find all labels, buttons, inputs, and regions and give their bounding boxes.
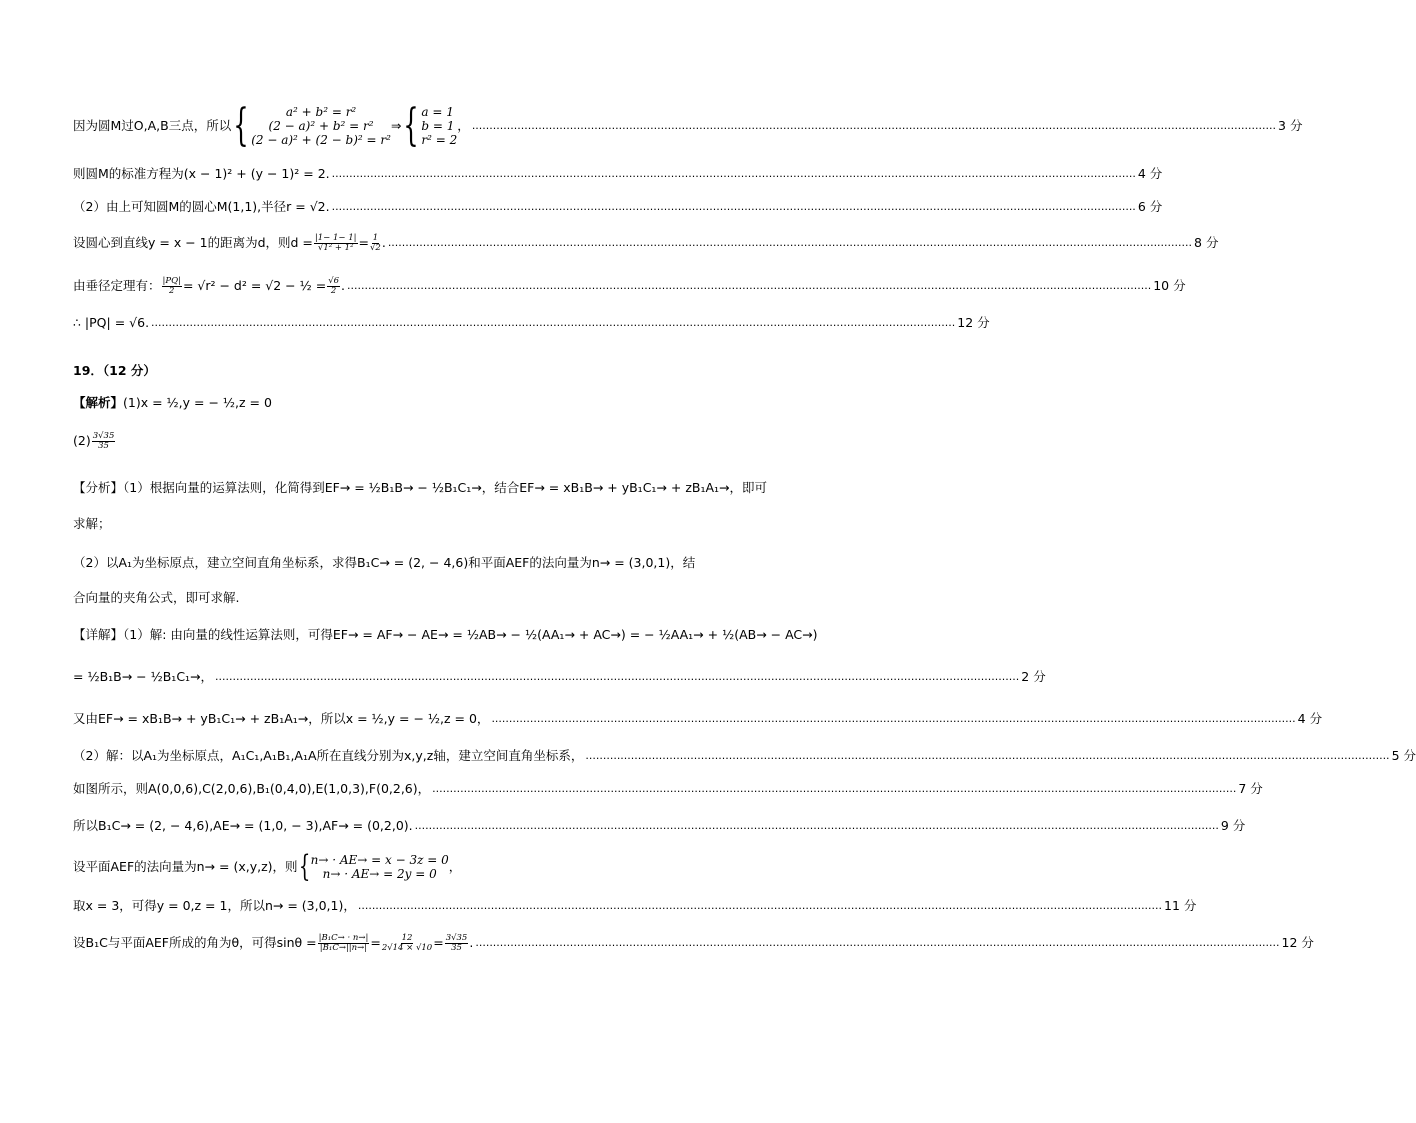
- leader-dots: ......................................................................................................................................................................................................................................: [432, 782, 1237, 795]
- analysis-line-4: [73, 589, 721, 607]
- line-text: ∴ |PQ| = √6.: [73, 315, 150, 330]
- line-text: 又由EF→ = xB₁B→ + yB₁C₁→ + zB₁A₁→，所以x = ½,y = − ½,z = 0，: [73, 711, 490, 726]
- fraction-denominator: 2: [169, 285, 175, 296]
- section-label: 【解析】: [73, 395, 124, 410]
- fraction-numerator: √6: [328, 275, 340, 286]
- solution-line-6: [73, 314, 990, 332]
- line-text: 设平面AEF的法向量为n→ = (x,y,z)，则: [73, 859, 298, 874]
- line-tail: .: [381, 235, 386, 250]
- line-text: 求解；: [73, 516, 111, 531]
- solution-line-4: [73, 232, 1219, 254]
- leader-dots: ......................................................................................................................................................................................................................................: [387, 236, 1193, 249]
- equation-system-right: [401, 100, 458, 151]
- score-label: 6 分: [1137, 199, 1163, 214]
- leader-dots: ......................................................................................................................................................................................................................................: [357, 899, 1163, 912]
- section-label: (2): [73, 433, 91, 448]
- detail-line-8: [73, 897, 1197, 915]
- score-label: 12 分: [957, 315, 990, 330]
- equation-row: a² + b² = r²: [285, 105, 357, 119]
- equation-stack: [251, 105, 391, 147]
- fraction-denominator: |B₁C→||n→|: [319, 942, 368, 953]
- line-text: 如图所示，则A(0,0,6),C(2,0,6),B₁(0,4,0),E(1,0,3),F(0,2,6)，: [73, 781, 431, 796]
- implies-arrow: ⇒: [390, 118, 402, 133]
- equation-stack: [421, 105, 457, 147]
- fraction-numerator: 3√35: [445, 932, 468, 943]
- detail-line-6: [73, 817, 1246, 835]
- line-text: 取x = 3，可得y = 0,z = 1，所以n→ = (3,0,1)，: [73, 898, 356, 913]
- line-text: （2）由上可知圆M的圆心M(1,1),半径r = √2.: [73, 199, 330, 214]
- line-text: (1)x = ½,y = − ½,z = 0: [123, 395, 272, 410]
- equation-row: r² = 2: [421, 133, 458, 147]
- line-tail: ，: [457, 118, 470, 133]
- fraction-numerator: |PQ|: [162, 275, 181, 286]
- equation-system-left: [231, 100, 391, 151]
- line-text: 合向量的夹角公式，即可求解.: [73, 590, 240, 605]
- fraction: [382, 934, 432, 953]
- brace-icon: {: [298, 849, 310, 884]
- line-text: 因为圆M过O,A,B三点，所以: [73, 118, 232, 133]
- equation-row: n→ · AE→ = x − 3z = 0: [310, 853, 449, 867]
- fraction-denominator: √2: [370, 242, 381, 253]
- question-heading: [73, 362, 721, 380]
- line-tail: ，: [448, 859, 462, 874]
- fraction: [318, 934, 370, 953]
- line-text: 所以B₁C→ = (2, − 4,6),AE→ = (1,0, − 3),AF→ = (0,2,0).: [73, 818, 413, 833]
- leader-dots: ......................................................................................................................................................................................................................................: [471, 119, 1277, 132]
- line-text: 由垂径定理有：: [73, 278, 161, 293]
- leader-dots: ......................................................................................................................................................................................................................................: [331, 200, 1136, 213]
- fraction-denominator: 2√14 × √10: [381, 942, 433, 953]
- leader-dots: ......................................................................................................................................................................................................................................: [491, 712, 1296, 725]
- equation-row: a = 1: [421, 105, 454, 119]
- score-label: 11 分: [1164, 898, 1197, 913]
- fraction-numerator: 1: [372, 232, 379, 243]
- fraction-numerator: 3√35: [92, 430, 115, 441]
- detail-line-3: [73, 710, 1323, 728]
- equation-row: n→ · AE→ = 2y = 0: [322, 867, 437, 881]
- analysis-line-3: [73, 554, 721, 572]
- line-text: 【分析】（1）根据向量的运算法则，化简得到EF→ = ½B₁B→ − ½B₁C₁→，结合EF→ = xB₁B→ + yB₁C₁→ + zB₁A₁→，即可: [73, 480, 768, 495]
- line-text: 设圆心到直线y = x − 1的距离为d，则d =: [73, 235, 313, 250]
- solution-line-1: [73, 100, 1303, 151]
- fraction: [314, 234, 358, 253]
- score-label: 3 分: [1278, 118, 1303, 133]
- fraction-denominator: 35: [451, 942, 462, 953]
- equation-stack: [311, 853, 449, 881]
- solution-line-5: [73, 275, 1186, 297]
- line-text: （2）解：以A₁为坐标原点，A₁C₁,A₁B₁,A₁A所在直线分别为x,y,z轴，建立空间直角坐标系，: [73, 748, 584, 763]
- score-label: 4 分: [1137, 166, 1163, 181]
- leader-dots: ......................................................................................................................................................................................................................................: [475, 936, 1280, 949]
- score-label: 12 分: [1281, 935, 1314, 950]
- line-tail: .: [469, 935, 474, 950]
- score-label: 7 分: [1238, 781, 1263, 796]
- line-text: 则圆M的标准方程为(x − 1)² + (y − 1)² = 2.: [73, 166, 330, 181]
- fraction: [370, 234, 381, 253]
- analysis-answer-line: [73, 394, 721, 412]
- equals-sign: =: [433, 935, 444, 950]
- detail-line-1: [73, 626, 818, 644]
- equation-row: (2 − a)² + b² = r²: [268, 119, 374, 133]
- analysis-line-2: [73, 515, 721, 533]
- line-text: 【详解】（1）解: 由向量的线性运算法则，可得EF→ = AF→ − AE→ = ½AB→ − ½(AA₁→ + AC→) = − ½AA₁→ + ½(AB→ − AC→): [73, 627, 818, 642]
- leader-dots: ......................................................................................................................................................................................................................................: [585, 749, 1390, 762]
- detail-line-7: [73, 849, 721, 885]
- detail-line-4: [73, 747, 1416, 765]
- score-label: 2 分: [1021, 669, 1046, 684]
- leader-dots: ......................................................................................................................................................................................................................................: [347, 279, 1152, 292]
- fraction-denominator: 2: [330, 285, 337, 296]
- line-text: = ½B₁B→ − ½B₁C₁→，: [73, 669, 214, 684]
- fraction-numerator: |1− 1− 1|: [314, 232, 357, 243]
- line-text: 设B₁C与平面AEF所成的角为θ，可得sinθ =: [73, 935, 317, 950]
- score-label: 5 分: [1391, 748, 1416, 763]
- fraction-numerator: 12: [401, 932, 413, 943]
- score-label: 10 分: [1153, 278, 1186, 293]
- score-label: 8 分: [1194, 235, 1219, 250]
- line-tail: .: [341, 278, 345, 293]
- fraction-numerator: |B₁C→ · n→|: [318, 932, 369, 943]
- fraction: [162, 277, 182, 296]
- fraction: [327, 277, 340, 296]
- fraction: [445, 934, 469, 953]
- fraction: [92, 432, 116, 451]
- equals-sign: =: [370, 935, 381, 950]
- equation-row: b = 1: [421, 119, 455, 133]
- score-label: 4 分: [1297, 711, 1323, 726]
- analysis-line-1: [73, 479, 768, 497]
- leader-dots: ......................................................................................................................................................................................................................................: [331, 167, 1136, 180]
- detail-line-5: [73, 780, 1263, 798]
- solution-line-3: [73, 198, 1163, 216]
- detail-line-9: [73, 930, 1314, 956]
- score-label: 9 分: [1220, 818, 1246, 833]
- leader-dots: ......................................................................................................................................................................................................................................: [414, 819, 1219, 832]
- leader-dots: ......................................................................................................................................................................................................................................: [215, 670, 1020, 683]
- fraction-denominator: √1² + 1²: [317, 242, 354, 253]
- equation-system: [298, 849, 449, 884]
- brace-icon: {: [233, 100, 249, 151]
- line-middle: = √r² − d² = √2 − ½ =: [182, 278, 327, 293]
- equation-row: (2 − a)² + (2 − b)² = r²: [251, 133, 391, 147]
- detail-line-2: [73, 668, 1046, 686]
- equals-sign: =: [358, 235, 369, 250]
- analysis-answer-line-2: [73, 428, 721, 454]
- fraction-denominator: 35: [98, 440, 109, 451]
- solution-line-2: [73, 165, 1163, 183]
- brace-icon: {: [403, 100, 420, 151]
- line-text: （2）以A₁为坐标原点，建立空间直角坐标系，求得B₁C→ = (2, − 4,6)和平面AEF的法向量为n→ = (3,0,1)，结: [73, 555, 696, 570]
- question-number: 19．（12 分）: [73, 363, 156, 378]
- leader-dots: ......................................................................................................................................................................................................................................: [151, 316, 956, 329]
